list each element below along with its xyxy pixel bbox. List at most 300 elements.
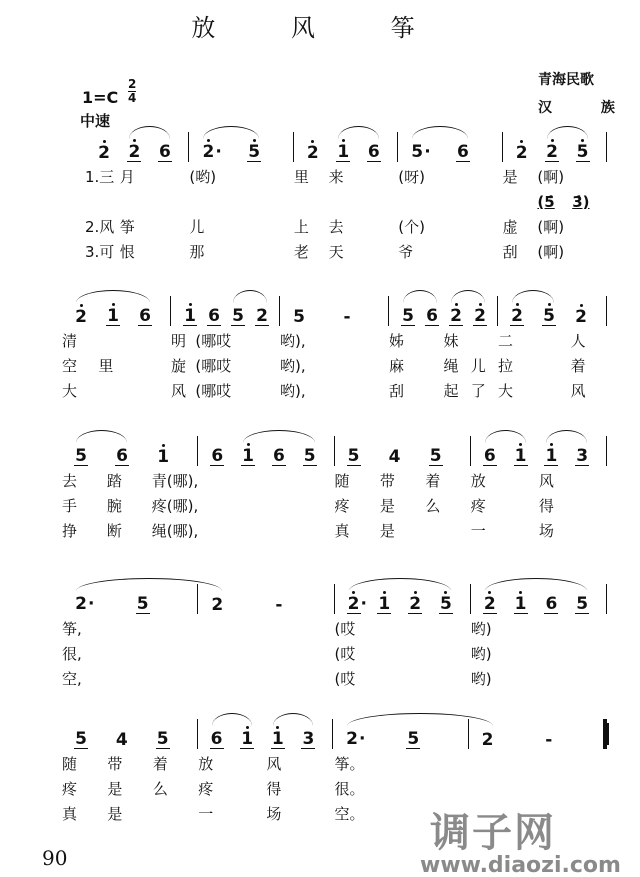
measure bbox=[171, 381, 280, 401]
lyric-syllable bbox=[363, 167, 398, 187]
watermark-url: www.diaozi.com bbox=[420, 853, 621, 877]
note: 1 bbox=[242, 446, 254, 466]
lyric-syllable: 3.可 bbox=[85, 243, 115, 261]
note: 2 bbox=[483, 594, 496, 614]
note: 5 bbox=[75, 446, 87, 466]
note-slot bbox=[74, 730, 115, 749]
note: 5 bbox=[347, 446, 360, 466]
lyric-syllable bbox=[369, 644, 403, 664]
lyrics-line bbox=[85, 212, 607, 237]
lyric-syllable: 一 bbox=[470, 522, 486, 540]
lyric-syllable bbox=[416, 381, 443, 401]
dash-note: - bbox=[275, 595, 283, 615]
lyric-syllable: 得 bbox=[538, 497, 554, 515]
lyric-syllable bbox=[130, 644, 198, 664]
lyric-syllable: 挣 bbox=[62, 522, 78, 540]
note-slot bbox=[106, 307, 138, 326]
note-slot bbox=[340, 308, 388, 326]
note: 2 bbox=[515, 143, 528, 163]
page-number: 90 bbox=[42, 846, 68, 870]
lyric-syllable bbox=[425, 521, 470, 541]
lyric-syllable: 大 bbox=[62, 382, 78, 400]
origin-ethnicity: 汉 族 bbox=[538, 100, 637, 116]
measure bbox=[398, 167, 502, 187]
note: 5 bbox=[248, 142, 261, 162]
note-slot bbox=[514, 447, 545, 466]
note-slot bbox=[481, 731, 542, 749]
lyric-syllable: 虚 bbox=[502, 218, 518, 236]
measure bbox=[471, 644, 607, 664]
note-slot bbox=[255, 307, 279, 326]
note: 1 bbox=[514, 446, 527, 466]
note-slot bbox=[272, 596, 334, 614]
lyric-syllable bbox=[416, 356, 443, 376]
lyric-syllable bbox=[437, 619, 471, 639]
note: 6 bbox=[208, 306, 220, 326]
lyric-syllable: 么 bbox=[152, 780, 168, 798]
measure bbox=[198, 754, 334, 774]
lyric-syllable bbox=[450, 217, 502, 237]
lyric-syllable: 空。 bbox=[334, 805, 365, 823]
note-slot bbox=[347, 447, 388, 466]
measure bbox=[471, 496, 607, 516]
lyric-syllable: 是 bbox=[107, 780, 123, 798]
measure bbox=[171, 331, 280, 351]
lyric-syllable: 得 bbox=[266, 780, 282, 798]
note-slot bbox=[406, 730, 467, 749]
note: 1 bbox=[514, 594, 527, 614]
measure bbox=[85, 167, 189, 187]
time-numerator: 2 bbox=[128, 77, 137, 91]
lyric-syllable bbox=[232, 779, 266, 799]
system-2 bbox=[62, 292, 607, 401]
lyric-syllable: 清 bbox=[62, 332, 78, 350]
note: 6 bbox=[426, 306, 438, 326]
note-slot bbox=[336, 143, 366, 162]
dash-note: - bbox=[343, 307, 351, 327]
note: 2 bbox=[75, 307, 87, 327]
lyric-syllable bbox=[403, 669, 437, 689]
measure bbox=[62, 496, 198, 516]
measure bbox=[335, 644, 471, 664]
note-slot bbox=[367, 143, 397, 162]
note: 5 bbox=[303, 446, 316, 466]
lyric-syllable: 二 bbox=[498, 332, 514, 350]
note: 5 bbox=[440, 594, 452, 614]
note: 3 bbox=[576, 446, 589, 466]
notes-row bbox=[62, 432, 607, 466]
note: 1 bbox=[378, 594, 391, 614]
lyric-syllable bbox=[505, 471, 539, 491]
lyric-syllable: 场 bbox=[266, 805, 282, 823]
lyric-syllable bbox=[335, 331, 390, 351]
note: 6 bbox=[367, 142, 380, 162]
measure bbox=[62, 804, 198, 824]
note-slot bbox=[456, 143, 502, 162]
lyric-syllable: 疼 bbox=[62, 780, 78, 798]
note: 5 bbox=[402, 306, 414, 326]
note: 1 bbox=[107, 306, 119, 326]
lyric-syllable bbox=[534, 331, 570, 351]
measure bbox=[503, 217, 607, 237]
lyric-syllable: (啊) bbox=[537, 168, 565, 186]
note: 2 bbox=[409, 594, 422, 614]
lyric-syllable bbox=[155, 217, 190, 237]
lyric-syllable: 着 bbox=[152, 755, 168, 773]
lyric-syllable: 起 bbox=[443, 382, 459, 400]
note: 5 bbox=[576, 594, 589, 614]
note-slot bbox=[74, 447, 115, 466]
lyric-syllable bbox=[242, 242, 294, 262]
lyric-syllable: (啊) bbox=[537, 218, 565, 236]
lyric-syllable: (哟) bbox=[189, 168, 217, 186]
lyric-syllable bbox=[450, 167, 502, 187]
lyric-syllable: 老 bbox=[293, 243, 309, 261]
lyrics-line bbox=[62, 664, 607, 689]
lyric-syllable bbox=[369, 669, 403, 689]
note-slot bbox=[74, 594, 136, 614]
note: 6 bbox=[116, 446, 128, 466]
time-signature bbox=[128, 78, 136, 105]
lyric-syllable bbox=[416, 331, 443, 351]
measure bbox=[398, 217, 502, 237]
lyric-syllable bbox=[363, 217, 398, 237]
note-slot bbox=[97, 144, 127, 162]
lyric-syllable: 踏 bbox=[106, 472, 122, 490]
lyric-syllable bbox=[130, 619, 198, 639]
note-slot bbox=[574, 308, 606, 326]
measure bbox=[189, 242, 293, 262]
augmentation-dot: · bbox=[359, 729, 366, 749]
measure bbox=[398, 242, 502, 262]
lyric-syllable bbox=[98, 381, 134, 401]
note-slot bbox=[377, 595, 408, 614]
lyric-syllable: 月 bbox=[119, 168, 135, 186]
measure bbox=[471, 471, 607, 491]
lyric-syllable bbox=[153, 804, 198, 824]
lyrics-line bbox=[62, 491, 607, 516]
lyric-syllable bbox=[505, 619, 539, 639]
note-slot bbox=[156, 448, 197, 466]
note-slot bbox=[510, 307, 542, 326]
note-slot bbox=[136, 595, 198, 614]
lyric-syllable: 筝。 bbox=[334, 755, 365, 773]
note: 5 bbox=[543, 306, 555, 326]
lyric-syllable: 哟), bbox=[280, 357, 306, 375]
measure bbox=[62, 779, 198, 799]
note: 6 bbox=[272, 446, 285, 466]
lyric-syllable: 风 bbox=[266, 755, 282, 773]
measure bbox=[335, 669, 471, 689]
lyric-syllable: 空 bbox=[62, 357, 78, 375]
lyric-syllable bbox=[539, 644, 573, 664]
measure bbox=[171, 356, 280, 376]
note: 2 bbox=[474, 306, 486, 326]
lyric-syllable: 真 bbox=[334, 522, 350, 540]
lyric-syllable bbox=[403, 619, 437, 639]
measure bbox=[62, 331, 171, 351]
augmentation-dot: · bbox=[360, 594, 367, 614]
lyric-syllable: (哎 bbox=[334, 670, 356, 688]
note-slot bbox=[210, 447, 241, 466]
lyric-syllable bbox=[232, 754, 266, 774]
note: 1 bbox=[337, 142, 350, 162]
measure bbox=[334, 436, 470, 466]
note-slot bbox=[247, 143, 293, 162]
lyric-syllable: (哎 bbox=[334, 620, 356, 638]
measure bbox=[62, 669, 198, 689]
note: 2 bbox=[347, 594, 360, 614]
measure bbox=[335, 521, 471, 541]
measure bbox=[498, 356, 607, 376]
lyric-syllable: 放 bbox=[198, 755, 214, 773]
lyrics-line bbox=[62, 749, 607, 774]
lyric-syllable bbox=[155, 167, 190, 187]
tempo-marking: 中速 bbox=[80, 112, 111, 130]
lyric-syllable bbox=[573, 521, 607, 541]
measure bbox=[498, 381, 607, 401]
note-slot bbox=[429, 447, 470, 466]
lyric-syllable: 疼 bbox=[334, 497, 350, 515]
note-slot bbox=[514, 595, 545, 614]
note-slot bbox=[127, 143, 157, 162]
note-slot bbox=[292, 308, 340, 326]
note: 5 bbox=[232, 306, 244, 326]
lyrics-line bbox=[85, 237, 607, 262]
lyrics-line bbox=[62, 351, 607, 376]
lyric-syllable bbox=[471, 331, 498, 351]
lyric-syllable: 是 bbox=[379, 497, 395, 515]
note-slot bbox=[115, 731, 156, 749]
note-slot bbox=[575, 595, 606, 614]
measure bbox=[62, 521, 198, 541]
lyric-syllable bbox=[98, 331, 134, 351]
lyric-syllable: 断 bbox=[106, 522, 122, 540]
lyric-syllable: 是 bbox=[107, 805, 123, 823]
watermark-logo: 调子网 bbox=[430, 810, 556, 856]
note: 6 bbox=[159, 142, 171, 162]
lyric-syllable: (哎 bbox=[334, 645, 356, 663]
measure bbox=[389, 381, 498, 401]
lyric-syllable bbox=[155, 242, 190, 262]
note: 2 bbox=[75, 594, 87, 614]
lyric-syllable bbox=[572, 167, 607, 187]
measure bbox=[503, 242, 607, 262]
measure bbox=[189, 167, 293, 187]
lyric-syllable bbox=[403, 779, 471, 799]
augmentation-dot: · bbox=[215, 142, 222, 162]
measure bbox=[503, 167, 607, 187]
note: 2 bbox=[546, 142, 559, 162]
measure bbox=[280, 331, 389, 351]
measure bbox=[198, 779, 334, 799]
lyric-syllable bbox=[135, 331, 171, 351]
measure bbox=[389, 356, 498, 376]
lyrics-line bbox=[62, 639, 607, 664]
lyric-syllable: 去 bbox=[62, 472, 78, 490]
lyric-syllable: 哟), bbox=[280, 332, 306, 350]
lyric-syllable bbox=[363, 242, 398, 262]
lyric-syllable bbox=[573, 471, 607, 491]
lyric-syllable bbox=[300, 779, 334, 799]
lyric-syllable bbox=[534, 356, 570, 376]
note: 2 bbox=[211, 595, 224, 615]
measure bbox=[335, 496, 471, 516]
lyric-syllable bbox=[505, 496, 539, 516]
lyric-syllable: 明 bbox=[171, 332, 187, 350]
note-slot bbox=[74, 308, 106, 326]
measure bbox=[389, 331, 498, 351]
lyric-syllable bbox=[135, 356, 171, 376]
lyric-syllable: 拉 bbox=[498, 357, 514, 375]
lyric-syllable: 很, bbox=[62, 645, 82, 663]
note-slot bbox=[240, 730, 271, 749]
lyrics-line bbox=[62, 516, 607, 541]
lyric-syllable: 筝 bbox=[119, 218, 135, 236]
lyric-syllable bbox=[256, 381, 280, 401]
note: 5 bbox=[75, 729, 87, 749]
measure bbox=[294, 217, 398, 237]
note-slot bbox=[345, 729, 406, 749]
lyric-syllable: (啊) bbox=[537, 243, 565, 261]
note-slot bbox=[515, 144, 545, 162]
measure bbox=[62, 381, 171, 401]
note-slot bbox=[483, 595, 514, 614]
lyric-syllable bbox=[573, 669, 607, 689]
note: 2 bbox=[450, 306, 462, 326]
lyric-syllable bbox=[369, 619, 403, 639]
measure bbox=[471, 521, 607, 541]
note-slot bbox=[544, 447, 575, 466]
note: 5 bbox=[293, 307, 305, 327]
time-denominator: 4 bbox=[128, 91, 137, 105]
measure bbox=[335, 754, 471, 774]
lyric-syllable: 绳 bbox=[443, 357, 459, 375]
note-slot bbox=[576, 143, 606, 162]
measure bbox=[62, 619, 198, 639]
note: 2 bbox=[346, 729, 358, 749]
note: 6 bbox=[210, 729, 223, 749]
lyric-syllable: (哪哎 bbox=[195, 382, 232, 400]
lyric-syllable: 是 bbox=[502, 168, 518, 186]
note: 5 bbox=[156, 729, 169, 749]
note-slot bbox=[183, 307, 207, 326]
lyric-syllable: 么 bbox=[425, 497, 441, 515]
note: 4 bbox=[115, 730, 128, 750]
note-slot bbox=[158, 143, 188, 162]
note-slot bbox=[575, 447, 606, 466]
lyric-syllable: 天 bbox=[328, 243, 344, 261]
lyric-syllable: 3̇) bbox=[572, 193, 590, 211]
note: 2 bbox=[511, 306, 523, 326]
dash-note: - bbox=[545, 730, 553, 750]
note: 2 bbox=[98, 143, 110, 163]
origin-region: 青海民歌 bbox=[538, 72, 594, 88]
lyric-syllable bbox=[505, 644, 539, 664]
lyric-syllable bbox=[503, 192, 538, 212]
lyric-syllable bbox=[450, 242, 502, 262]
measure bbox=[294, 167, 398, 187]
lyric-syllable bbox=[403, 644, 437, 664]
note: 5 bbox=[411, 142, 424, 162]
note-slot bbox=[138, 307, 170, 326]
lyric-syllable bbox=[572, 242, 607, 262]
note: 4 bbox=[388, 447, 401, 467]
lyric-syllable bbox=[300, 804, 334, 824]
note: 3 bbox=[302, 729, 315, 749]
note-slot bbox=[410, 142, 456, 162]
lyric-syllable bbox=[534, 381, 570, 401]
augmentation-dot: · bbox=[88, 594, 95, 614]
measure bbox=[85, 242, 189, 262]
lyric-syllable: 手 bbox=[62, 497, 78, 515]
song-origin bbox=[538, 66, 637, 122]
lyric-syllable: 哟) bbox=[470, 670, 492, 688]
augmentation-dot: · bbox=[424, 142, 431, 162]
lyric-syllable: 上 bbox=[293, 218, 309, 236]
measure bbox=[471, 669, 607, 689]
lyric-syllable: 放 bbox=[470, 472, 486, 490]
lyric-syllable: 带 bbox=[107, 755, 123, 773]
note: 6 bbox=[139, 306, 151, 326]
lyrics-line bbox=[62, 376, 607, 401]
measure bbox=[503, 192, 607, 212]
lyric-syllable: 风 bbox=[538, 472, 554, 490]
alternate-notes-line bbox=[85, 187, 607, 212]
note: 1 bbox=[241, 729, 254, 749]
measure bbox=[471, 619, 607, 639]
lyric-syllable: 带 bbox=[379, 472, 395, 490]
note: 2 bbox=[202, 142, 215, 162]
note-slot bbox=[201, 142, 247, 162]
note: 2 bbox=[128, 142, 141, 162]
note: 6 bbox=[211, 446, 224, 466]
note: 2 bbox=[256, 306, 268, 326]
lyric-syllable: 麻 bbox=[389, 357, 405, 375]
note-slot bbox=[241, 447, 272, 466]
lyric-syllable bbox=[242, 167, 294, 187]
note-slot bbox=[210, 596, 272, 614]
lyric-syllable: 姊 bbox=[389, 332, 405, 350]
note: 5 bbox=[429, 446, 442, 466]
lyric-syllable: 儿 bbox=[189, 218, 205, 236]
note-slot bbox=[425, 307, 449, 326]
lyric-syllable bbox=[242, 217, 294, 237]
measure bbox=[62, 719, 197, 749]
key-signature: 1=C bbox=[82, 88, 119, 107]
lyric-syllable bbox=[231, 381, 255, 401]
note-slot bbox=[542, 307, 574, 326]
measure bbox=[280, 356, 389, 376]
note-slot bbox=[439, 595, 470, 614]
notes-row bbox=[62, 715, 607, 749]
note: 1 bbox=[271, 729, 284, 749]
note: 5 bbox=[407, 729, 420, 749]
lyric-syllable: 场 bbox=[538, 522, 554, 540]
lyric-syllable: 儿 bbox=[470, 357, 486, 375]
measure bbox=[335, 779, 471, 799]
note-slot bbox=[544, 595, 575, 614]
note-slot bbox=[301, 730, 332, 749]
note-slot bbox=[303, 447, 334, 466]
lyric-syllable bbox=[231, 331, 255, 351]
lyric-syllable: 哟) bbox=[470, 645, 492, 663]
lyric-syllable bbox=[335, 356, 390, 376]
measure bbox=[62, 471, 198, 491]
lyric-syllable: 1.三 bbox=[85, 168, 115, 186]
measure bbox=[294, 242, 398, 262]
lyric-syllable: 腕 bbox=[106, 497, 122, 515]
